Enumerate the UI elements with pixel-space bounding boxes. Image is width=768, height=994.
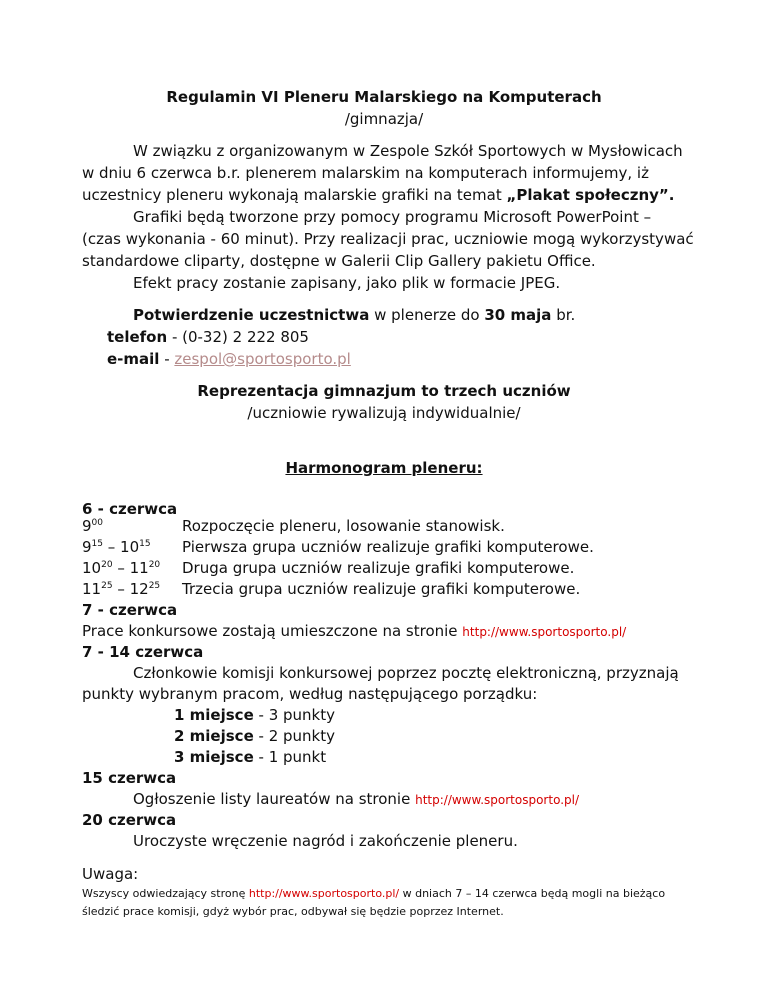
day3-line-1: Członkowie komisji konkursowej poprzez pocztę elektroniczną, przyznają — [133, 664, 679, 682]
slot-2-start-hour: 9 — [82, 538, 92, 556]
intro-line-3-text: uczestnicy pleneru wykonają malarskie grafiki na temat — [82, 186, 507, 204]
slot-4-end-minute: 25 — [148, 581, 161, 591]
day4-text: Ogłoszenie listy laureatów na stronie — [133, 790, 416, 808]
email-link[interactable]: zespol@sportosporto.pl — [174, 350, 351, 368]
slot-1-minute: 00 — [91, 518, 103, 528]
rank-2 — [174, 726, 335, 746]
rank-3-points: - 1 punkt — [253, 748, 327, 766]
slot-3-end-minute: 20 — [148, 560, 161, 570]
slot-1-hour: 9 — [82, 517, 92, 535]
phone-line — [107, 327, 309, 347]
note-url-link[interactable]: http://www.sportosporto.pl/ — [248, 887, 400, 900]
slot-2-activity: Pierwsza grupa uczniów realizuje grafiki komputerowe. — [182, 538, 594, 556]
phone-label: telefon — [107, 328, 168, 346]
slot-3-time: $10^{20} - 11^{20}$ — [82, 559, 161, 577]
rank-1 — [174, 705, 335, 725]
day2-heading: 7 - czerwca — [82, 601, 178, 619]
rank-1-points: - 3 punkty — [253, 706, 335, 724]
phone-value: - (0-32) 2 222 805 — [167, 328, 309, 346]
note-line-2: śledzić prace komisji, gdyż wybór prac, odbywał się będzie poprzez Internet. — [82, 905, 504, 918]
document-title: Regulamin VI Pleneru Malarskiego na Komputerach — [166, 88, 602, 106]
intro-line-3 — [82, 185, 674, 205]
day4-heading: 15 czerwca — [82, 769, 177, 787]
day1-heading: 6 - czerwca — [82, 500, 178, 518]
day3-heading: 7 - 14 czerwca — [82, 643, 204, 661]
slot-4-time: $11^{25} - 12^{25}$ — [82, 580, 161, 598]
intro-line-5: (czas wykonania - 60 minut). Przy realizacji prac, uczniowie mogą wykorzystywać — [82, 230, 694, 248]
slot-1-time — [82, 516, 103, 536]
day4-text-line — [133, 789, 579, 810]
day3-line-2: punkty wybranym pracom, według następującego porządku: — [82, 685, 538, 703]
intro-line-1: W związku z organizowanym w Zespole Szkół Sportowych w Mysłowicach — [133, 142, 683, 160]
slot-3-end-hour: 11 — [129, 559, 149, 577]
intro-line-2: w dniu 6 czerwca b.r. plenerem malarskim na komputerach informujemy, iż — [82, 164, 649, 182]
day2-text: Prace konkursowe zostają umieszczone na stronie — [82, 622, 463, 640]
slot-2-end-minute: 15 — [139, 539, 151, 549]
schedule-heading: Harmonogram pleneru: — [285, 459, 483, 477]
intro-line-4: Grafiki będą tworzone przy pomocy programu Microsoft PowerPoint – — [133, 208, 652, 226]
slot-4-activity: Trzecia grupa uczniów realizuje grafiki komputerowe. — [182, 580, 581, 598]
representation-heading: Reprezentacja gimnazjum to trzech uczniów — [197, 382, 571, 400]
day5-text: Uroczyste wręczenie nagród i zakończenie pleneru. — [133, 832, 518, 850]
rank-3-place: 3 miejsce — [174, 748, 254, 766]
slot-2-time: $9^{15} - 10^{15}$ — [82, 538, 151, 556]
note-post: w dniach 7 – 14 czerwca będą mogli na bieżąco — [399, 887, 666, 900]
rank-1-place: 1 miejsce — [174, 706, 254, 724]
confirmation-line — [133, 305, 575, 325]
note-line-1 — [82, 886, 665, 902]
note-pre: Wszyscy odwiedzający stronę — [82, 887, 249, 900]
day2-text-line — [82, 621, 626, 642]
slot-3-start-hour: 10 — [82, 559, 102, 577]
slot-4-start-hour: 11 — [82, 580, 102, 598]
slot-1-activity: Rozpoczęcie pleneru, losowanie stanowisk. — [182, 517, 505, 535]
email-separator: - — [159, 350, 175, 368]
rank-3 — [174, 747, 326, 767]
email-label: e-mail — [107, 350, 160, 368]
slot-2-end-hour: 10 — [120, 538, 140, 556]
confirmation-mid: w plenerze do — [369, 306, 485, 324]
slot-4-end-hour: 12 — [129, 580, 149, 598]
day4-url-link[interactable]: http://www.sportosporto.pl/ — [415, 793, 580, 807]
confirmation-deadline: 30 maja — [484, 306, 552, 324]
intro-line-6: standardowe cliparty, dostępne w Galerii Clip Gallery pakietu Office. — [82, 252, 596, 270]
intro-line-7: Efekt pracy zostanie zapisany, jako plik w formacie JPEG. — [133, 274, 561, 292]
representation-note: /uczniowie rywalizują indywidualnie/ — [247, 404, 521, 422]
confirmation-label: Potwierdzenie uczestnictwa — [133, 306, 370, 324]
rank-2-points: - 2 punkty — [253, 727, 335, 745]
confirmation-end: br. — [551, 306, 576, 324]
slot-3-activity: Druga grupa uczniów realizuje grafiki komputerowe. — [182, 559, 575, 577]
document-subtitle: /gimnazja/ — [344, 110, 424, 128]
poster-theme: „Plakat społeczny”. — [506, 186, 675, 204]
rank-2-place: 2 miejsce — [174, 727, 254, 745]
note-heading: Uwaga: — [82, 865, 139, 883]
email-line — [107, 349, 351, 369]
slot-2-start-minute: 15 — [91, 539, 103, 549]
day5-heading: 20 czerwca — [82, 811, 177, 829]
slot-4-start-minute: 25 — [101, 581, 113, 591]
day2-url-link[interactable]: http://www.sportosporto.pl/ — [462, 625, 627, 639]
slot-3-start-minute: 20 — [101, 560, 113, 570]
